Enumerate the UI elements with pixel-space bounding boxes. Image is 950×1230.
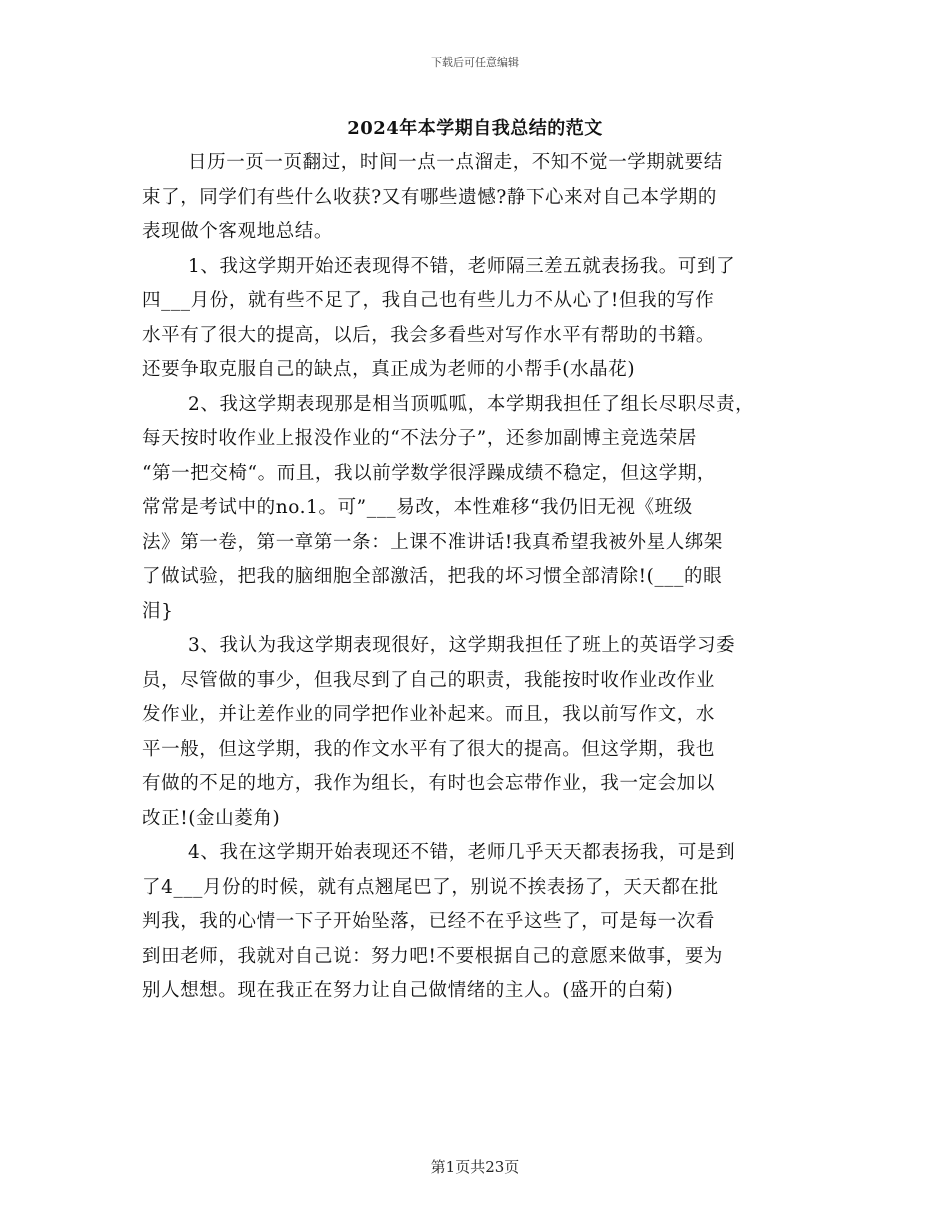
document-body	[142, 150, 822, 1013]
paragraph-line: 别人想想。现在我正在努力让自己做情绪的主人。(盛开的白菊)	[142, 980, 674, 1001]
paragraph-line: 1、我这学期开始还表现得不错，老师隔三差五就表扬我。可到了	[188, 255, 736, 277]
paragraph-line: 4、我在这学期开始表现还不错，老师几乎天天都表扬我，可是到	[188, 842, 736, 863]
paragraph-line: “第一把交椅“。而且，我以前学数学很浮躁成绩不稳定，但这学期，	[142, 462, 717, 484]
paragraph-line: 每天按时收作业上报没作业的“不法分子”，还参加副博主竞选荣居	[142, 428, 697, 449]
paragraph-line: 员，尽管做的事少，但我尽到了自己的职责，我能按时收作业改作业	[142, 669, 716, 691]
paragraph-line: 水平有了很大的提高，以后，我会多看些对写作水平有帮助的书籍。	[142, 324, 716, 346]
paragraph-line: 束了，同学们有些什么收获?又有哪些遗憾?静下心来对自己本学期的	[142, 186, 717, 208]
paragraph-line: 四___月份，就有些不足了，我自己也有些儿力不从心了!但我的写作	[142, 290, 715, 311]
paragraph-line: 还要争取克服自己的缺点，真正成为老师的小帮手(水晶花)	[142, 359, 636, 380]
page-footer: 第1页共23页	[430, 1158, 520, 1176]
paragraph-line: 发作业，并让差作业的同学把作业补起来。而且，我以前写作文，水	[142, 704, 716, 725]
paragraph-line: 2、我这学期表现那是相当顶呱呱，本学期我担任了组长尽职尽责，	[188, 393, 755, 415]
paragraph-line: 判我，我的心情一下子开始坠落，已经不在乎这些了，可是每一次看	[142, 911, 716, 932]
paragraph-line: 日历一页一页翻过，时间一点一点溜走，不知不觉一学期就要结	[188, 152, 723, 173]
paragraph-line: 泪}	[142, 600, 174, 622]
document-title: 2024年本学期自我总结的范文	[347, 118, 603, 139]
paragraph-line: 有做的不足的地方，我作为组长，有时也会忘带作业，我一定会加以	[142, 773, 716, 794]
paragraph-line: 改正!(金山菱角)	[142, 807, 281, 829]
paragraph-line: 了做试验，把我的脑细胞全部激活，把我的坏习惯全部清除!(___的眼	[142, 566, 723, 587]
page-header: 下载后可任意编辑	[431, 56, 519, 69]
paragraph-line: 表现做个客观地总结。	[142, 221, 334, 242]
paragraph-line: 3、我认为我这学期表现很好，这学期我担任了班上的英语学习委	[188, 635, 736, 656]
paragraph-line: 了4___月份的时候，就有点翘尾巴了，别说不挨表扬了，天天都在批	[142, 876, 719, 898]
paragraph-line: 到田老师，我就对自己说：努力吧!不要根据自己的意愿来做事，要为	[142, 945, 724, 967]
paragraph-line: 常常是考试中的no.1。可”___易改，本性难移“我仍旧无视《班级	[142, 497, 693, 518]
paragraph-line: 平一般，但这学期，我的作文水平有了很大的提高。但这学期，我也	[142, 738, 716, 760]
paragraph-line: 法》第一卷，第一章第一条：上课不准讲话!我真希望我被外星人绑架	[142, 531, 724, 553]
